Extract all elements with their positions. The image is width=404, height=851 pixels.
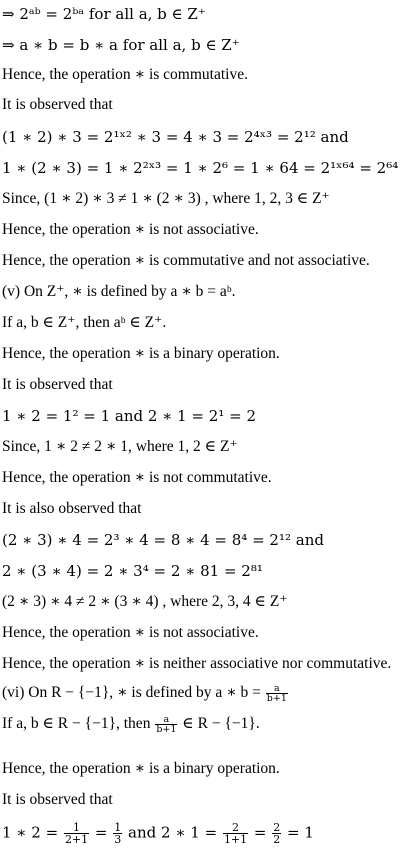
text-line: (1 ∗ 2) ∗ 3 = 2¹ˣ² ∗ 3 = 4 ∗ 3 = 2⁴ˣ³ = 2¹² and (2, 128, 349, 146)
line-text: = (90, 823, 113, 842)
fraction-numerator: a (273, 683, 280, 694)
text-line: 1 ∗ (2 ∗ 3) = 1 ∗ 2²ˣ³ = 1 ∗ 2⁶ = 1 ∗ 64 = 2¹ˣ⁶⁴ = 2⁶⁴ (2, 159, 399, 177)
text-line: Hence, the operation ∗ is not associative. (2, 624, 259, 641)
text-line: Hence, the operation ∗ is a binary operation. (2, 760, 280, 777)
fraction-numerator: 1 (114, 821, 122, 834)
line-text: ∈ R − {−1}. (178, 715, 260, 733)
fraction-numerator: 2 (232, 821, 240, 834)
line-text: (vi) On R − {−1}, ∗ is defined by a ∗ b = (2, 684, 265, 702)
text-line: Hence, the operation ∗ is commutative and not associative. (2, 252, 370, 269)
text-line: It is observed that (2, 376, 113, 393)
fraction-numerator: 2 (273, 821, 281, 834)
fraction (272, 822, 281, 845)
text-line: 2 ∗ (3 ∗ 4) = 2 ∗ 3⁴ = 2 ∗ 81 = 2⁸¹ (2, 562, 263, 580)
fraction-denominator: 1+1 (223, 833, 248, 846)
fraction-denominator: 2+1 (64, 833, 89, 846)
text-line-closure (2, 715, 404, 734)
fraction (64, 822, 89, 845)
text-line: ⇒ a ∗ b = b ∗ a for all a, b ∈ Z⁺ (2, 36, 240, 54)
text-line: Hence, the operation ∗ is neither associative nor commutative. (2, 655, 392, 672)
line-text: = 1 (282, 823, 314, 842)
fraction-denominator: b+1 (156, 724, 177, 735)
line-text: and 2 ∗ 1 = (123, 823, 222, 842)
text-line-evaluation (2, 822, 404, 845)
text-line: Since, 1 ∗ 2 ≠ 2 ∗ 1, where 1, 2 ∈ Z⁺ (2, 438, 238, 455)
fraction-numerator: a (163, 714, 170, 725)
text-line: It is observed that (2, 96, 113, 113)
text-line: Since, (1 ∗ 2) ∗ 3 ≠ 1 ∗ (2 ∗ 3) , where 1, 2, 3 ∈ Z⁺ (2, 190, 330, 207)
text-line: (2 ∗ 3) ∗ 4 = 2³ ∗ 4 = 8 ∗ 4 = 8⁴ = 2¹² and (2, 531, 324, 549)
text-line: It is also observed that (2, 500, 142, 517)
fraction-denominator: 3 (114, 833, 122, 846)
fraction-numerator: 1 (73, 821, 81, 834)
text-line: 1 ∗ 2 = 1² = 1 and 2 ∗ 1 = 2¹ = 2 (2, 407, 256, 425)
line-text: 1 ∗ 2 = (2, 823, 63, 842)
fraction (155, 715, 177, 734)
text-line: Hence, the operation ∗ is not commutative. (2, 469, 272, 486)
text-line: Hence, the operation ∗ is commutative. (2, 66, 248, 83)
text-line-part-vi (2, 684, 404, 703)
fraction (223, 822, 248, 845)
line-text: = (249, 823, 272, 842)
text-line: (v) On Z⁺, ∗ is defined by a ∗ b = aᵇ. (2, 283, 236, 300)
text-line: Hence, the operation ∗ is a binary operation. (2, 345, 280, 362)
fraction (113, 822, 122, 845)
fraction-denominator: b+1 (266, 693, 287, 704)
line-text: If a, b ∈ R − {−1}, then (2, 715, 155, 733)
text-line: If a, b ∈ Z⁺, then aᵇ ∈ Z⁺. (2, 314, 167, 331)
text-line: It is observed that (2, 791, 113, 808)
fraction-denominator: 2 (273, 833, 281, 846)
text-line: Hence, the operation ∗ is not associative. (2, 221, 259, 238)
fraction (266, 684, 288, 703)
text-line: ⇒ 2ᵃᵇ = 2ᵇᵃ for all a, b ∈ Z⁺ (2, 5, 206, 23)
text-line: (2 ∗ 3) ∗ 4 ≠ 2 ∗ (3 ∗ 4) , where 2, 3, 4 ∈ Z⁺ (2, 593, 288, 610)
